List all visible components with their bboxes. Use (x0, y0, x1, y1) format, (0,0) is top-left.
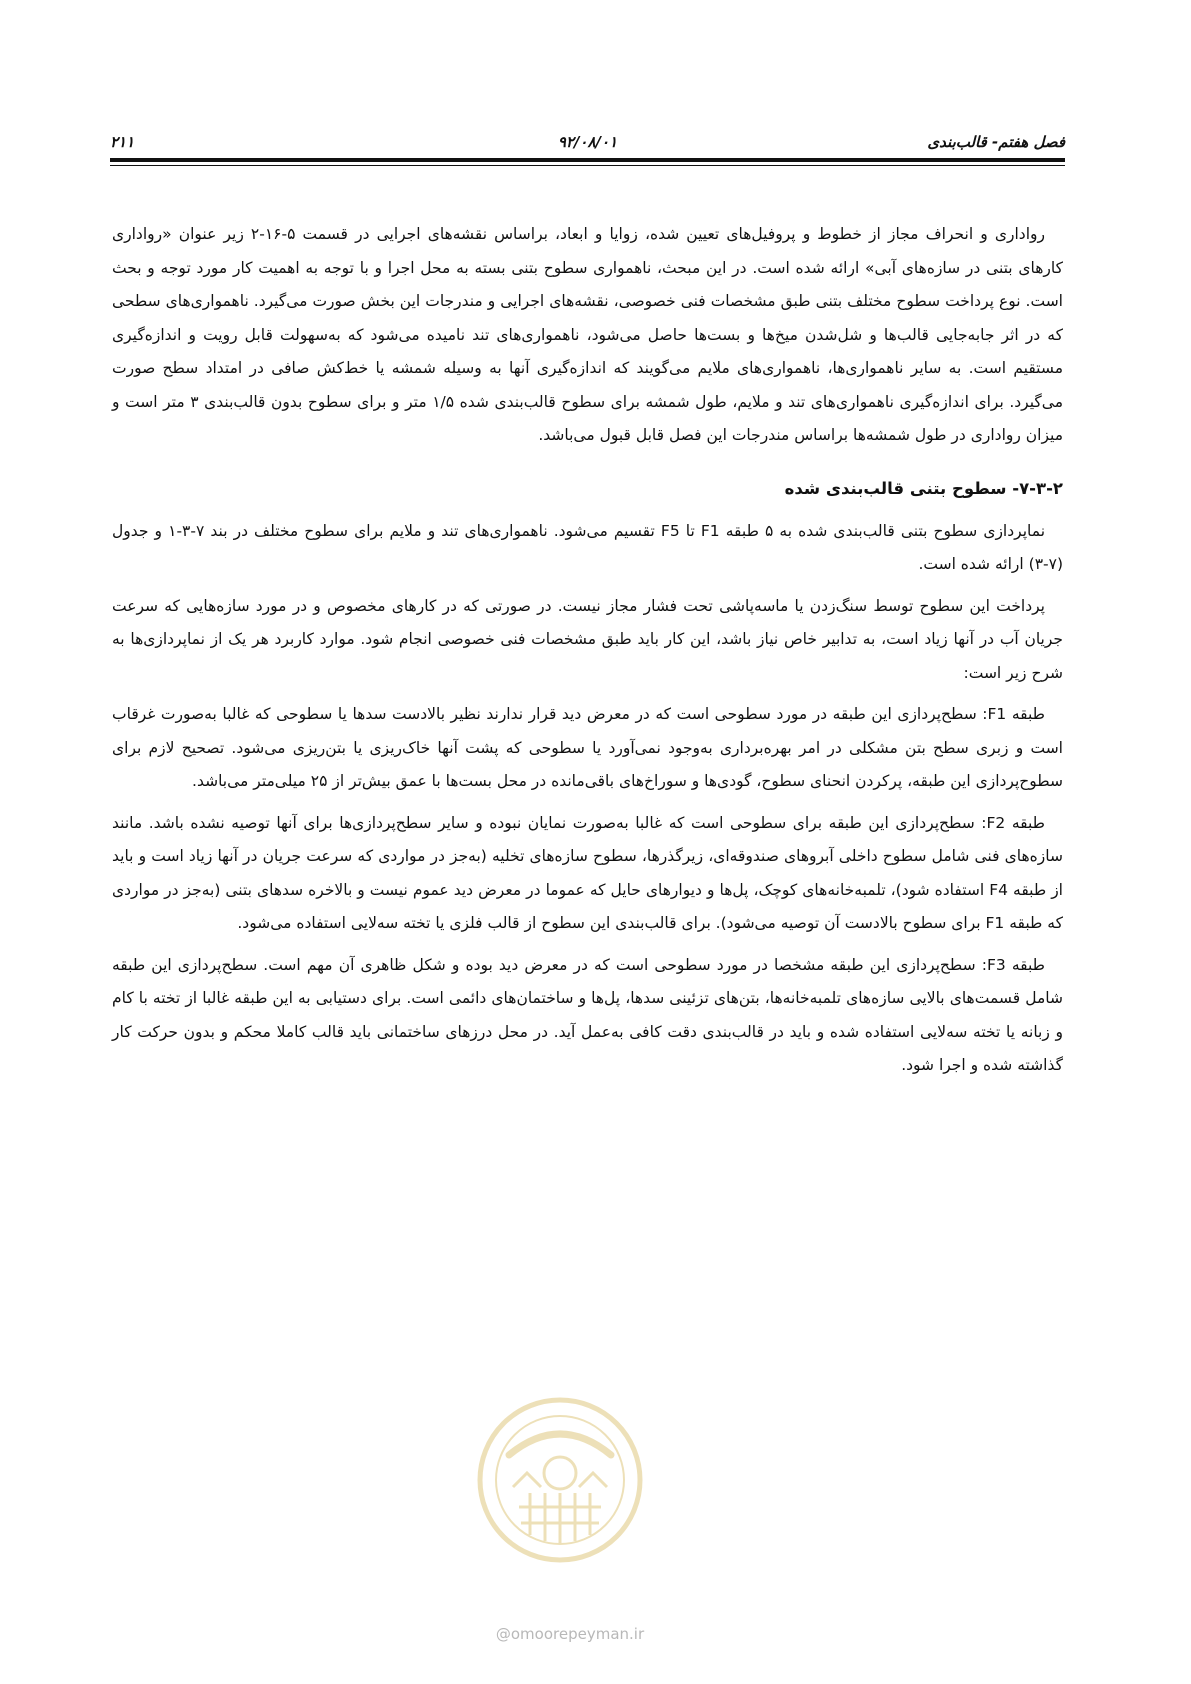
header-rule-thin (110, 165, 1065, 166)
running-header-chapter: فصل هفتم- قالب‌بندی (927, 133, 1065, 151)
running-header-date: ۹۲/۰۸/۰۱ (557, 133, 618, 151)
watermark-url: @omoorepeyman.ir (495, 1625, 645, 1643)
paragraph-tolerances: رواداری و انحراف مجاز از خطوط و پروفیل‌های تعیین شده، زوایا و ابعاد، براساس نقشه‌های اجرایی در قسمت ۵-۱۶-۲ زیر عنوان «رواداری کارهای بتنی در سازه‌های آبی» ارائه شده است. در این مبحث، ناهمواری سطوح بتنی بسته به محل اجرا و با توجه به اهمیت کار مورد توجه و بحث است. نوع پرداخت سطوح مختلف بتنی طبق مشخصات فنی خصوصی، نقشه‌های اجرایی و مندرجات این بخش صورت می‌گیرد. ناهمواری‌های سطحی که در اثر جابه‌جایی قالب‌ها و شل‌شدن میخ‌ها و بست‌ها حاصل می‌شود، ناهمواری‌های تند نامیده می‌شود که به‌سهولت قابل رویت و اندازه‌گیری مستقیم است. به سایر ناهمواری‌ها، ناهمواری‌های ملایم می‌گویند که اندازه‌گیری آنها به وسیله شمشه یا خط‌کش صافی در امتداد سطح صورت می‌گیرد. برای اندازه‌گیری ناهمواری‌های تند و ملایم، طول شمشه برای سطوح قالب‌بندی شده ۱/۵ متر و برای سطوح بدون قالب‌بندی ۳ متر است و میزان رواداری در طول شمشه‌ها براساس مندرجات این فصل قابل قبول می‌باشد. (112, 225, 1064, 444)
page-header (110, 118, 1065, 158)
paragraph-finish-classes: نماپردازی سطوح بتنی قالب‌بندی شده به ۵ طبقه F1 تا F5 تقسیم می‌شود. ناهمواری‌های تند و ملایم برای سطوح مختلف در بند ۷-۳-۱ و جدول (۷-۳) ارائه شده است. (112, 521, 1063, 573)
paragraph-class-f3: طبقه F3: سطح‌پردازی این طبقه مشخصا در مورد سطوحی است که در معرض دید بوده و شکل ظاهری آن مهم است. سطح‌پردازی این طبقه شامل قسمت‌های بالایی سازه‌های تلمبه‌خانه‌ها، بتن‌های تزئینی سدها، پل‌ها و ساختمان‌های دائمی است. برای دستیابی به این طبقه غالبا از تخته با کام و زبانه یا تخته سه‌لایی استفاده شده و باید در قالب‌بندی دقت کافی به‌عمل آید. در محل درزهای ساختمانی باید قالب کاملا محکم و بدون حرکت کار گذاشته شده و اجرا شود. (112, 955, 1063, 1074)
watermark-seal-logo (475, 1395, 645, 1565)
page-body (112, 218, 1063, 1091)
header-rule-thick (110, 158, 1065, 162)
paragraph-class-f1: طبقه F1: سطح‌پردازی این طبقه در مورد سطوحی است که در معرض دید قرار ندارند نظیر بالادست سدها یا سطوحی که غالبا به‌صورت غرقاب است و زبری سطح بتن مشکلی در امر بهره‌برداری به‌وجود نمی‌آورد یا سطوحی که پشت آنها خاک‌ریزی یا بتن‌ریزی می‌شود. تصحیح لازم برای سطوح‌پردازی این طبقه، پرکردن انحنای سطوح، گودی‌ها و سوراخ‌های باقی‌مانده در محل بست‌ها با عمق بیش‌تر از ۲۵ میلی‌متر می‌باشد. (112, 705, 1063, 790)
section-heading: ۷-۳-۲- سطوح بتنی قالب‌بندی شده (784, 478, 1063, 498)
paragraph-class-f2: طبقه F2: سطح‌پردازی این طبقه برای سطوحی است که غالبا به‌صورت نمایان نبوده و سایر سطح‌پردازی‌ها برای آنها توصیه نشده باشد. مانند سازه‌های فنی شامل سطوح داخلی آبروهای صندوقه‌ای، زیرگذرها، سطوح سازه‌های تخلیه (به‌جز در مواردی که سرعت جریان در آنها زیاد است و باید از طبقه F4 استفاده شود)، تلمبه‌خانه‌های کوچک، پل‌ها و دیوارهای حایل که عموما در معرض دید عموم نیست و بالاخره سدهای بتنی (به‌جز در مواردی که طبقه F1 برای سطوح بالادست آن توصیه می‌شود). برای قالب‌بندی این سطوح از قالب فلزی یا تخته سه‌لایی استفاده می‌شود. (112, 813, 1063, 932)
page-number: ۲۱۱ (110, 133, 135, 151)
paragraph-finishing-methods: پرداخت این سطوح توسط سنگ‌زدن یا ماسه‌پاشی تحت فشار مجاز نیست. در صورتی که در کارهای مخصوص و در مورد سازه‌هایی که سرعت جریان آب در آنها زیاد است، به تدابیر خاص نیاز باشد، این کار باید طبق مشخصات فنی خصوصی انجام شود. موارد کاربرد هر یک از نماپردازی‌ها به شرح زیر است: (112, 596, 1063, 682)
seal-icon (475, 1395, 645, 1565)
